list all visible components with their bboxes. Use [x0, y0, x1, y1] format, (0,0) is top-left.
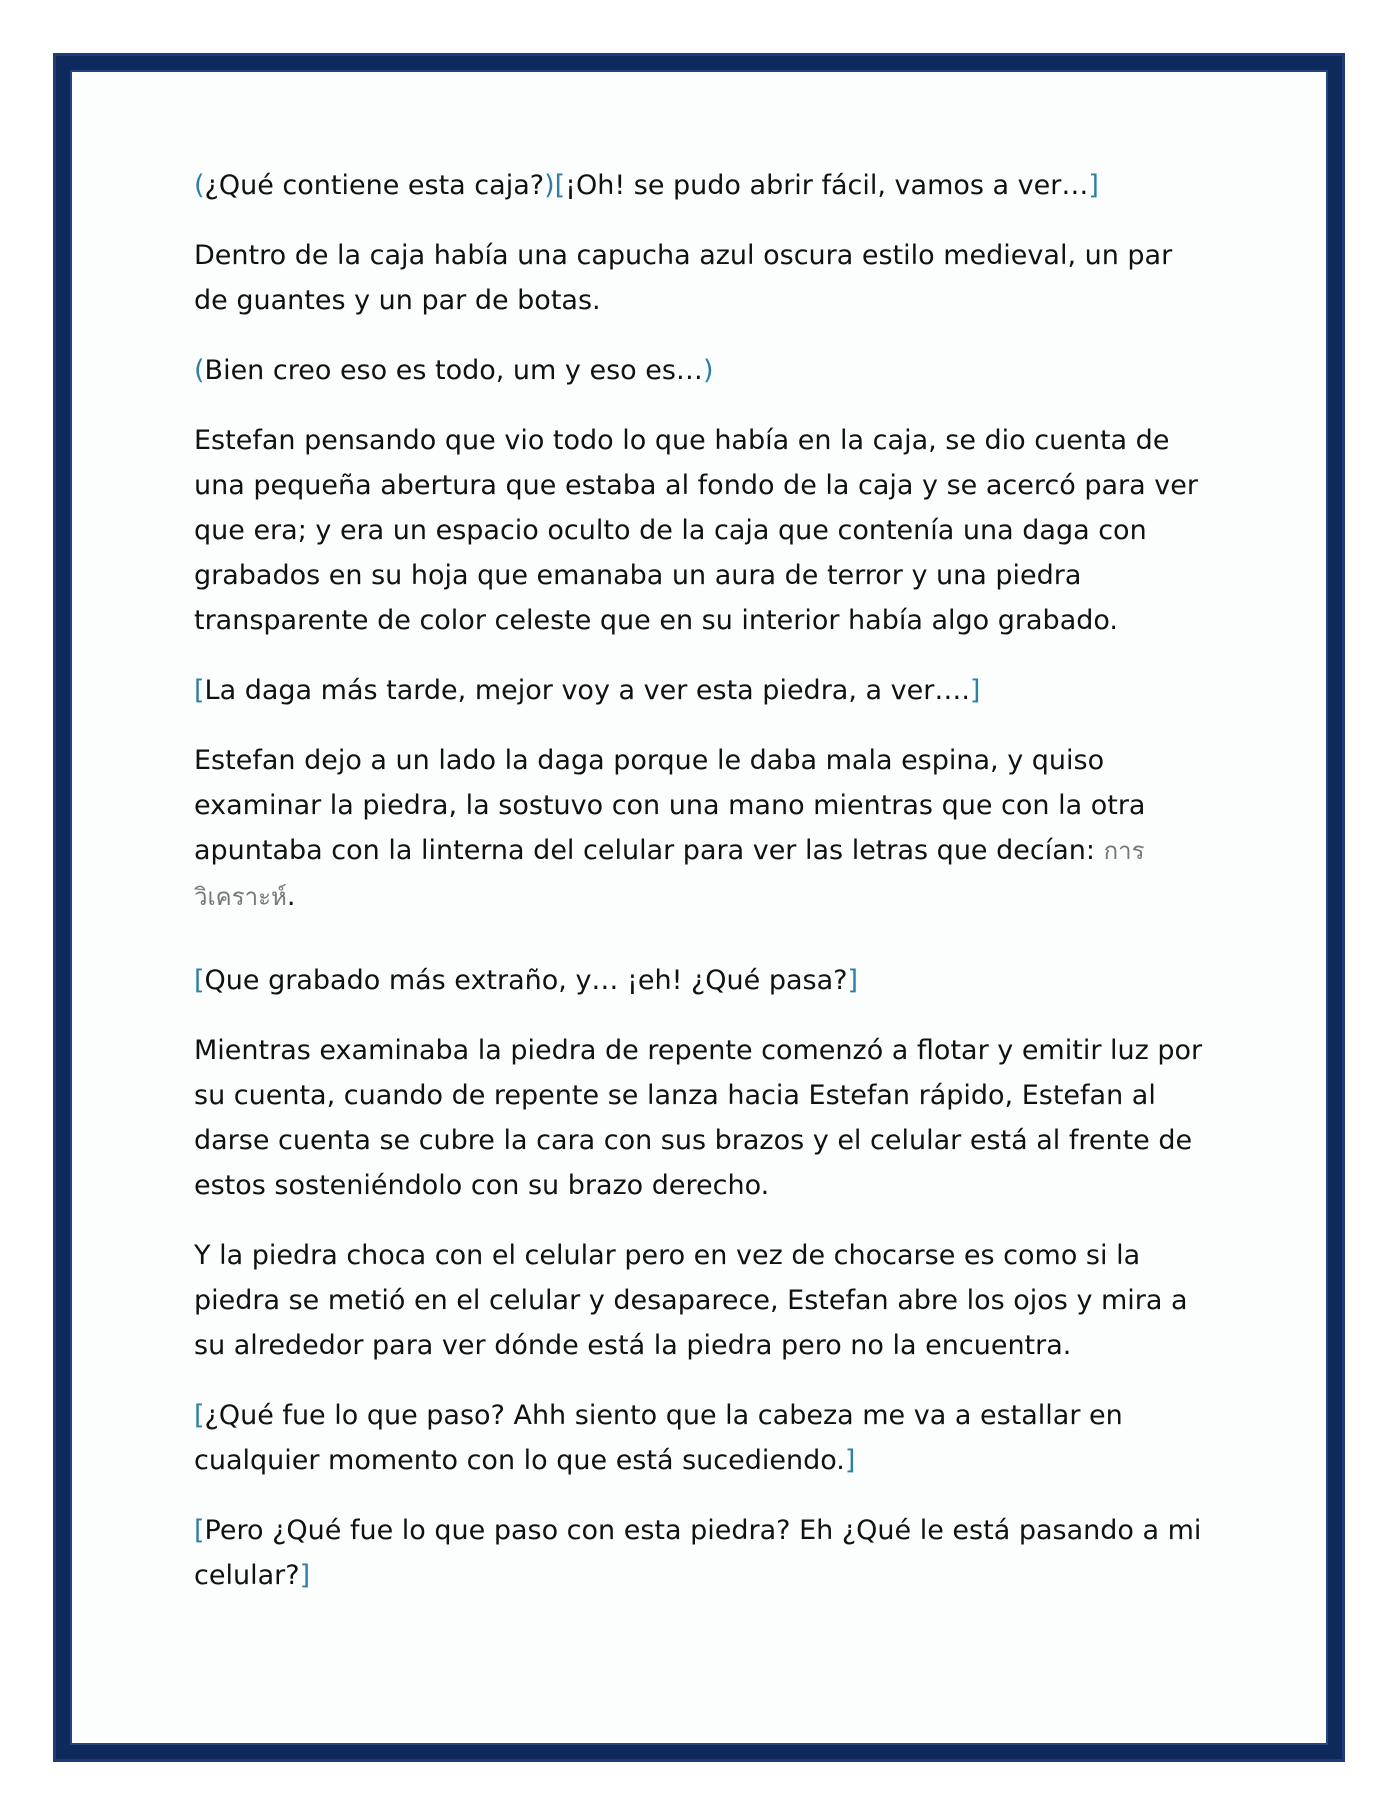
paragraph-7 [194, 958, 1214, 1003]
close-bracket: ] [1088, 170, 1099, 201]
open-bracket: [ [194, 1515, 205, 1546]
paragraph-8 [194, 1028, 1214, 1208]
speech-text: Que grabado más extraño, y… ¡eh! ¿Qué pasa? [204, 965, 848, 996]
open-bracket: [ [554, 170, 566, 201]
speech-text: La daga más tarde, mejor voy a ver esta piedra, a ver…. [204, 675, 970, 706]
speech-text: ¡Oh! se pudo abrir fácil, vamos a ver… [565, 170, 1089, 201]
thai-inscription: การวิเคราะห์ [194, 837, 1145, 911]
paragraph-10 [194, 1393, 1214, 1483]
paragraph-3 [194, 348, 1214, 393]
close-bracket: ] [299, 1560, 311, 1591]
close-bracket: ] [844, 1445, 856, 1476]
close-paren: ) [702, 355, 714, 386]
narration-text: Dentro de la caja había una capucha azul oscura estilo medieval, un par de guantes y un par de botas. [194, 240, 1173, 316]
period: . [286, 881, 296, 912]
open-paren: ( [194, 170, 205, 201]
document-body [194, 163, 1214, 1623]
open-paren: ( [194, 355, 205, 386]
thought-text: ¿Qué contiene esta caja? [204, 170, 545, 201]
speech-text: ¿Qué fue lo que paso? Ahh siento que la cabeza me va a estallar en cualquier momento con lo que está sucediendo. [194, 1400, 1123, 1476]
open-bracket: [ [194, 1400, 205, 1431]
paragraph-9 [194, 1233, 1214, 1368]
paragraph-5 [194, 668, 1214, 713]
close-bracket: ] [847, 965, 859, 996]
speech-text: Pero ¿Qué fue lo que paso con esta piedra? Eh ¿Qué le está pasando a mi celular? [194, 1515, 1202, 1591]
close-bracket: ] [969, 675, 981, 706]
open-bracket: [ [194, 965, 205, 996]
open-bracket: [ [194, 675, 205, 706]
paragraph-1 [194, 163, 1214, 208]
paragraph-4 [194, 418, 1214, 643]
paragraph-11 [194, 1508, 1214, 1598]
narration-text: Estefan dejo a un lado la daga porque le daba mala espina, y quiso examinar la piedra, la sostuvo con una mano mientras que con la otra apuntaba con la linterna del celular para ver las letras que decían: [194, 745, 1146, 866]
narration-text: Estefan pensando que vio todo lo que había en la caja, se dio cuenta de una pequeña abertura que estaba al fondo de la caja y se acercó para ver que era; y era un espacio oculto de la caja que contenía una daga con grabados en su hoja que emanaba un aura de terror y una piedra transparente de color celeste que en su interior había algo grabado. [194, 425, 1198, 636]
close-paren: ) [544, 170, 555, 201]
paragraph-6 [194, 738, 1214, 920]
paragraph-2 [194, 233, 1214, 323]
thought-text: Bien creo eso es todo, um y eso es… [204, 355, 703, 386]
narration-text: Mientras examinaba la piedra de repente comenzó a flotar y emitir luz por su cuenta, cuando de repente se lanza hacia Estefan rápido, Estefan al darse cuenta se cubre la cara con sus brazos y el celular está al frente de estos sosteniéndolo con su brazo derecho. [194, 1035, 1203, 1201]
narration-text: Y la piedra choca con el celular pero en vez de chocarse es como si la piedra se metió en el celular y desaparece, Estefan abre los ojos y mira a su alrededor para ver dónde está la piedra pero no la encuentra. [194, 1240, 1188, 1361]
